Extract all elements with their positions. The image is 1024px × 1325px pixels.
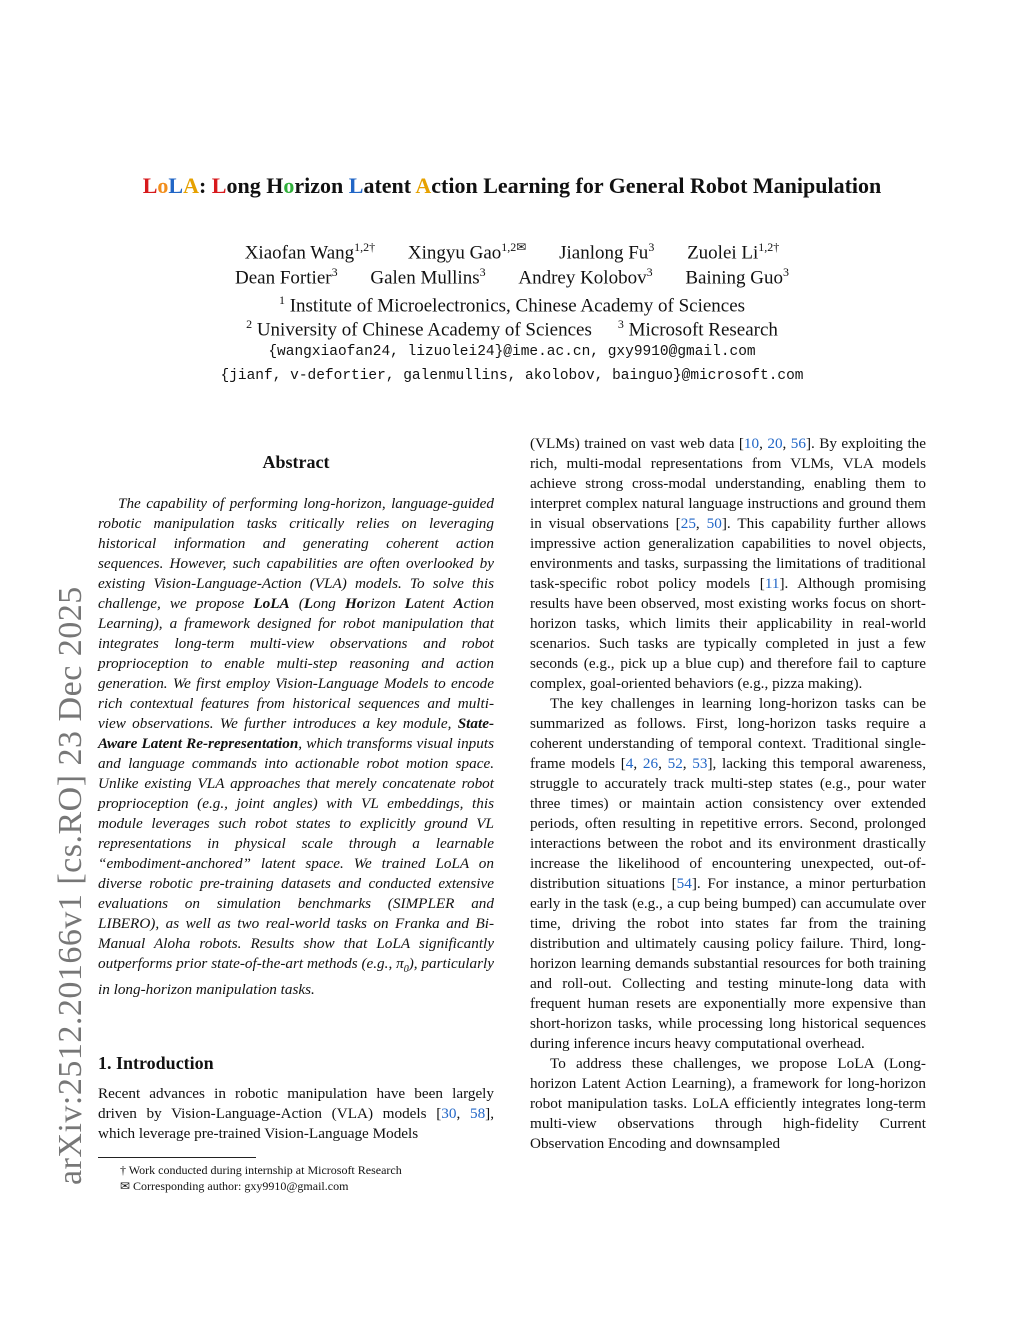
abstract-heading: Abstract — [262, 452, 330, 472]
email-line-2: {jianf, v-defortier, galenmullins, akolobov, bainguo}@microsoft.com — [220, 368, 804, 384]
citation-link[interactable]: 56 — [790, 435, 806, 452]
arxiv-id: arXiv:2512.20166v1 [cs.RO] 23 Dec 2025 — [52, 586, 89, 1185]
right-column — [530, 434, 926, 1154]
affiliation-2-3: $^2$ University of Chinese Academy of Sciences $^3$ Microsoft Research — [246, 317, 778, 341]
citation-link[interactable]: 20 — [767, 435, 783, 452]
author: Xiaofan Wang$^{1,2\dagger}$ — [244, 240, 376, 264]
citation-link[interactable]: 10 — [743, 435, 760, 452]
paper-title: LoLA: Long Horizon Latent Action Learning for General Robot Manipulation — [142, 173, 882, 198]
footnote-corresponding: ✉ Corresponding author: gxy9910@gmail.com — [120, 1179, 349, 1193]
citation-link[interactable]: 54 — [676, 875, 692, 892]
email-line-1: {wangxiaofan24, lizuolei24}@ime.ac.cn, gxy9910@gmail.com — [268, 344, 756, 360]
citation-link[interactable]: 30 — [441, 1105, 457, 1122]
citation-link[interactable]: 58 — [469, 1105, 486, 1122]
author: Andrey Kolobov$^3$ — [518, 265, 653, 289]
paragraph: (VLMs) trained on vast web data [10, 20, 56]. By exploiting the rich, multi-modal representations from VLMs, VLA models achieve strong cross-modal understanding, enabling them to interpret complex natural language instructions and ground them in visual observations [25, 50]. This capability further allows impressive action generalization capabilities to novel objects, environments and tasks, surpassing the limitations of traditional task-specific robot policy models [11]. Although promising results have been observed, most existing works focus on short-horizon tasks, which limits their applicability in real-world scenarios. Such tasks are typically completed in just a few seconds (e.g., pick up a blue cup) and therefore fail to capture complex, goal-oriented behaviors (e.g., pizza making). — [530, 435, 927, 692]
author: Jianlong Fu$^3$ — [559, 240, 655, 264]
author: Galen Mullins$^3$ — [370, 265, 486, 289]
citation-link[interactable]: 52 — [667, 755, 683, 772]
citation-link[interactable]: 53 — [692, 755, 708, 772]
citation-link[interactable]: 25 — [680, 515, 696, 532]
author-row-2 — [0, 265, 1024, 289]
author-row-1 — [0, 240, 1024, 264]
footnote-internship: † Work conducted during internship at Microsoft Research — [120, 1163, 402, 1177]
paragraph: To address these challenges, we propose LoLA (Long-horizon Latent Action Learning), a framework for long-horizon robot manipulation tasks. LoLA efficiently integrates long-term multi-view observations through high-fidelity Current Observation Encoding and downsampled — [530, 1055, 926, 1152]
author: Dean Fortier$^3$ — [235, 265, 338, 289]
author: Xingyu Gao$^{1,2✉}$ — [407, 240, 527, 264]
intro-paragraph: Recent advances in robotic manipulation have been largely driven by Vision-Language-Action (VLA) models [30, 58], which leverage pre-trained Vision-Language Models — [98, 1085, 495, 1142]
citation-link[interactable]: 11 — [764, 575, 780, 592]
citation-link[interactable]: 4 — [625, 755, 634, 772]
abstract-body: The capability of performing long-horizon, language-guided robotic manipulation tasks critically relies on leveraging historical information and generating coherent action sequences. However, such capabilities are often overlooked by existing Vision-Language-Action (VLA) models. To solve this challenge, we propose LoLA (Long Horizon Latent Action Learning), a framework designed for robot manipulation that integrates long-term multi-view observations and robot proprioception to enable multi-step reasoning and action generation. We first employ Vision-Language Models to encode rich contextual features from historical sequences and multi-view observations. We further introduces a key module, State-Aware Latent Re-representation, which transforms visual inputs and language commands into actionable robot motion space. Unlike existing VLA approaches that merely concatenate robot proprioception (e.g., joint angles) with VL embeddings, this module leverages such robot states to explicitly ground VL representations in physical scale through a learnable “embodiment-anchored” latent space. We trained LoLA on diverse robotic pre-training datasets and conducted extensive evaluations on simulation benchmarks (SIMPLER and LIBERO), as well as two real-world tasks on Franka and Bi-Manual Aloha robots. Results show that LoLA significantly outperforms prior state-of-the-art methods (e.g., $\pi_0$), particularly in long-horizon manipulation tasks. — [98, 495, 494, 999]
footnote-rule — [98, 1157, 256, 1158]
paragraph: The key challenges in learning long-horizon tasks can be summarized as follows. First, long-horizon tasks require a coherent understanding of temporal context. Traditional single-frame models [4, 26, 52, 53], lacking this temporal awareness, struggle to accurately track multi-step states (e.g., pour water three times) or maintain action consistency over extended periods, often resulting in repetitive errors. Second, prolonged interactions between the robot and its environment drastically increase the likelihood of encountering unexpected, out-of-distribution situations [54]. For instance, a minor perturbation early in the task (e.g., a cup being bumped) can accumulate over time, driving the robot into states far from the training distribution and ultimately causing policy failure. Third, long-horizon learning demands substantial resources for both training and roll-out. Collecting and testing minute-long data with frequent human resets are exponentially more expensive than short-horizon tasks, while processing long historical sequences during inference incurs heavy computational overhead. — [530, 695, 927, 1052]
author: Baining Guo$^3$ — [685, 265, 789, 289]
citation-link[interactable]: 50 — [706, 515, 722, 532]
author: Zuolei $Li^{1,2\dagger}$ — [687, 240, 780, 264]
affiliation-1: $^1$ Institute of Microelectronics, Chinese Academy of Sciences — [278, 293, 746, 317]
section-heading-introduction: 1. Introduction — [98, 1053, 214, 1073]
citation-link[interactable]: 26 — [642, 755, 659, 772]
